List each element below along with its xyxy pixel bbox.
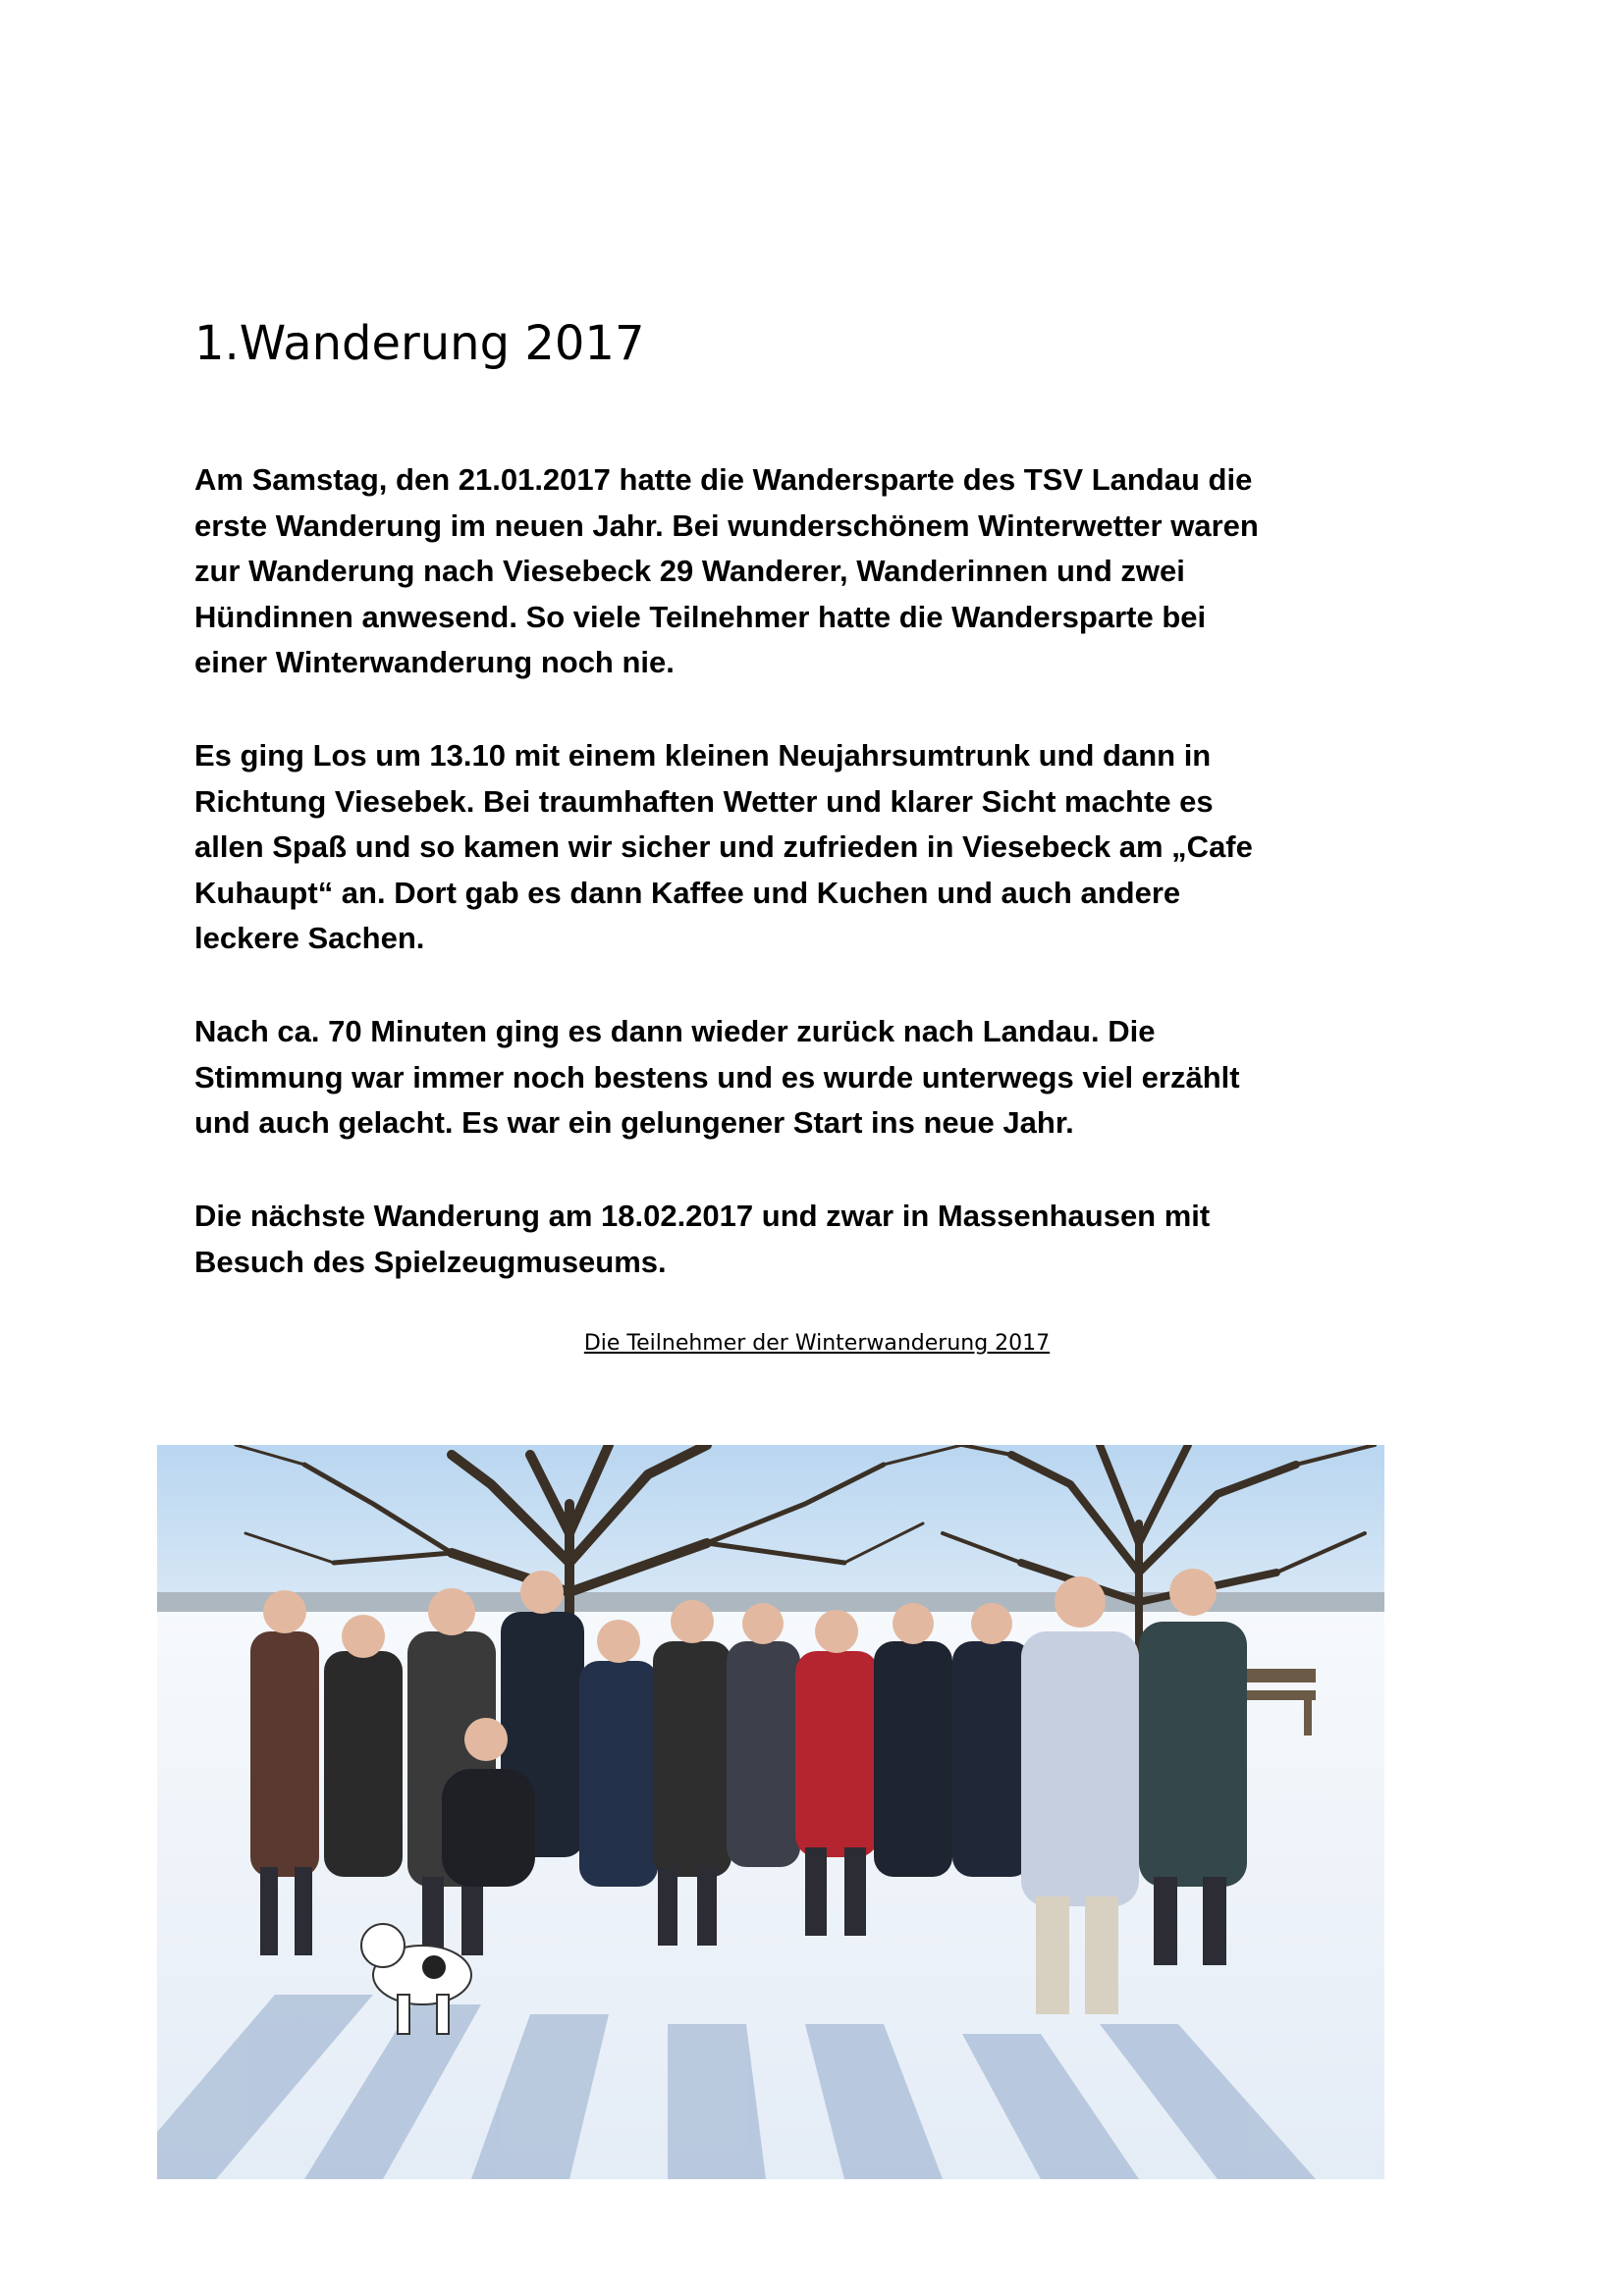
text-line: erste Wanderung im neuen Jahr. Bei wunderschönem Winterwetter waren [194, 507, 1259, 543]
text-line: und auch gelacht. Es war ein gelungener Start ins neue Jahr. [194, 1105, 1074, 1140]
text-line: zur Wanderung nach Viesebeck 29 Wanderer, Wanderinnen und zwei [194, 554, 1185, 588]
text-line: allen Spaß und so kamen wir sicher und zufrieden in Viesebeck am „Cafe [194, 829, 1253, 864]
paragraph-2 [194, 733, 1451, 962]
text-line: Die nächste Wanderung am 18.02.2017 und zwar in Massenhausen mit [194, 1199, 1211, 1233]
text-line: einer Winterwanderung noch nie. [194, 645, 675, 679]
photo-caption: Die Teilnehmer der Winterwanderung 2017 [583, 1331, 1051, 1356]
text-line: Nach ca. 70 Minuten ging es dann wieder zurück nach Landau. Die [194, 1014, 1156, 1048]
group-photo-illustration [157, 1445, 1384, 2179]
text-line: leckere Sachen. [194, 921, 425, 955]
text-line: Stimmung war immer noch bestens und es wurde unterwegs viel erzählt [194, 1059, 1240, 1095]
page-title: 1.Wanderung 2017 [194, 316, 645, 371]
text-line: Hündinnen anwesend. So viele Teilnehmer hatte die Wandersparte bei [194, 599, 1207, 634]
text-line: Am Samstag, den 21.01.2017 hatte die Wandersparte des TSV Landau die [194, 462, 1253, 497]
text-line: Besuch des Spielzeugmuseums. [194, 1244, 667, 1279]
paragraph-1 [194, 457, 1451, 686]
text-line: Richtung Viesebek. Bei traumhaften Wetter und klarer Sicht machte es [194, 783, 1214, 819]
paragraph-4 [194, 1194, 1451, 1285]
text-line: Kuhaupt“ an. Dort gab es dann Kaffee und Kuchen und auch andere [194, 875, 1181, 910]
paragraph-3 [194, 1009, 1451, 1147]
group-photo [157, 1445, 1384, 2179]
text-line: Es ging Los um 13.10 mit einem kleinen Neujahrsumtrunk und dann in [194, 738, 1212, 773]
